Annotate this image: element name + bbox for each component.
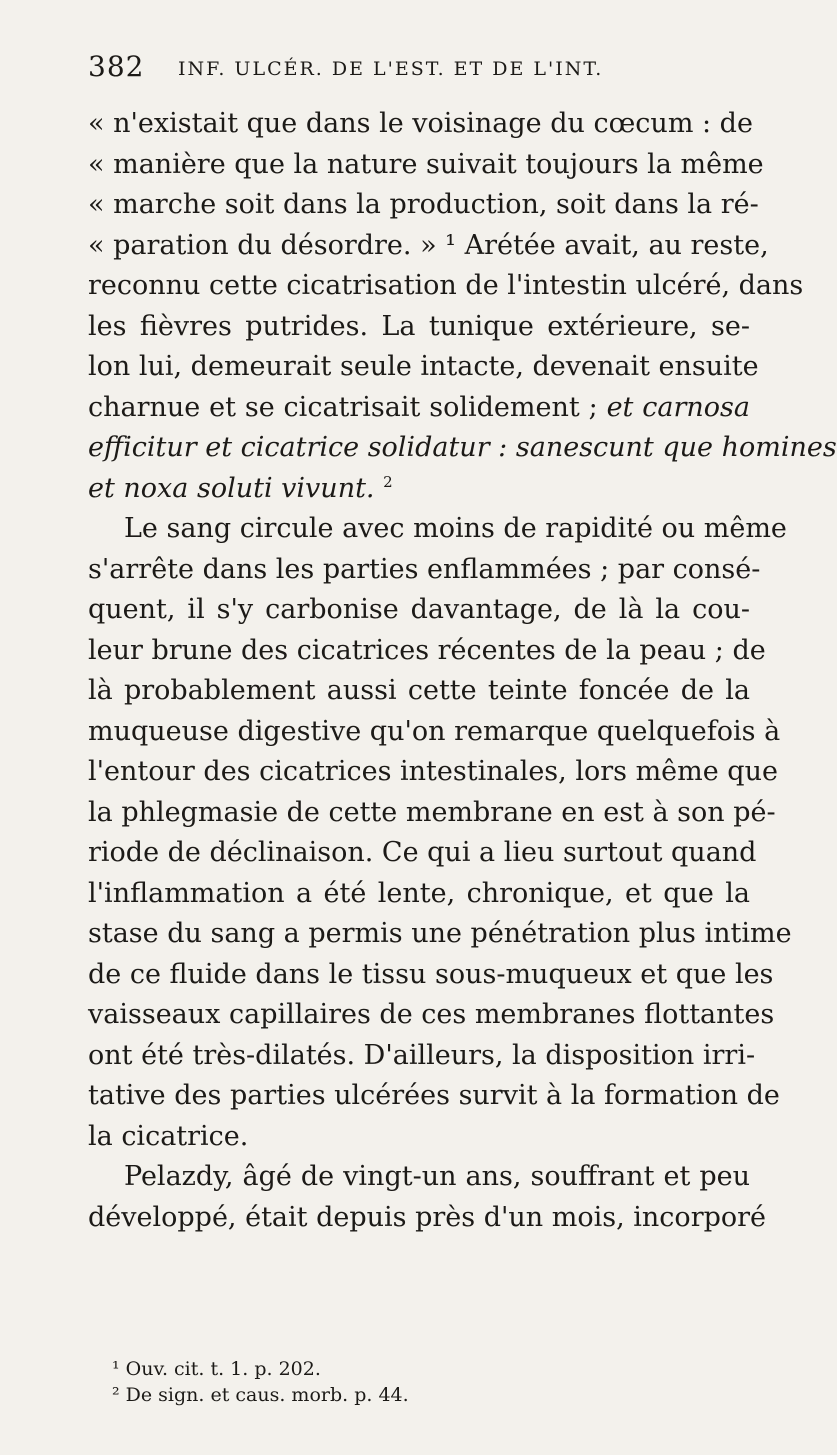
latin-quote: et carnosa	[606, 391, 750, 423]
text-line: la phlegmasie de cette membrane en est à son pé-	[88, 796, 776, 828]
text-fragment: charnue et se cicatrisait solidement ;	[88, 391, 598, 423]
footnotes	[112, 1356, 732, 1408]
text-line: reconnu cette cicatrisation de l'intestin ulcéré, dans	[88, 270, 804, 301]
text-line: s'arrête dans les parties enflammées ; par consé-	[88, 553, 761, 585]
page-number: 382	[88, 50, 145, 83]
text-line: ont été très-dilatés. D'ailleurs, la disposition irri-	[88, 1039, 756, 1071]
text-line: l'inflammation a été lente, chronique, et que la	[88, 877, 750, 909]
text-line: de ce fluide dans le tissu sous-muqueux et que les	[88, 958, 774, 990]
text-line: quent, il s'y carbonise davantage, de là la cou-	[88, 594, 750, 625]
text-line: « paration du désordre. » ¹ Arétée avait, au reste,	[88, 229, 769, 261]
text-line: « marche soit dans la production, soit dans la ré-	[88, 189, 759, 220]
body-text	[88, 104, 837, 1238]
running-title: INF. ULCÉR. DE L'EST. ET DE L'INT.	[178, 58, 604, 80]
text-line: là probablement aussi cette teinte foncée de la	[88, 675, 750, 706]
text-line: tative des parties ulcérées survit à la formation de	[88, 1080, 780, 1111]
text-line: leur brune des cicatrices récentes de la peau ; de	[88, 634, 766, 666]
latin-quote-line: efficitur et cicatrice solidatur : sanescunt que homines	[88, 432, 837, 463]
footnote: ¹ Ouv. cit. t. 1. p. 202.	[112, 1358, 321, 1380]
latin-quote: et noxa soluti vivunt.	[88, 472, 375, 504]
text-line: stase du sang a permis une pénétration plus intime	[88, 918, 792, 949]
text-line: l'entour des cicatrices intestinales, lors même que	[88, 756, 778, 787]
footnote: ² De sign. et caus. morb. p. 44.	[112, 1384, 409, 1406]
text-line-mixed	[88, 388, 750, 429]
text-line: développé, était depuis près d'un mois, incorporé	[88, 1201, 767, 1233]
text-line: muqueuse digestive qu'on remarque quelquefois à	[88, 715, 781, 747]
paragraph-start: Le sang circule avec moins de rapidité ou même	[124, 513, 787, 544]
text-line: riode de déclinaison. Ce qui a lieu surtout quand	[88, 837, 757, 868]
text-line: les fièvres putrides. La tunique extérieure, se-	[88, 310, 750, 342]
text-line-mixed	[88, 469, 750, 510]
text-line: vaisseaux capillaires de ces membranes flottantes	[88, 999, 775, 1030]
footnote-ref: 2	[383, 472, 393, 491]
text-line: « n'existait que dans le voisinage du cœcum : de	[88, 108, 753, 139]
text-line: « manière que la nature suivait toujours la même	[88, 148, 764, 180]
paragraph-start: Pelazdy, âgé de vingt-un ans, souffrant et peu	[124, 1161, 750, 1192]
text-line: lon lui, demeurait seule intacte, devenait ensuite	[88, 351, 759, 382]
page-header	[88, 50, 748, 94]
text-line: la cicatrice.	[88, 1120, 249, 1152]
